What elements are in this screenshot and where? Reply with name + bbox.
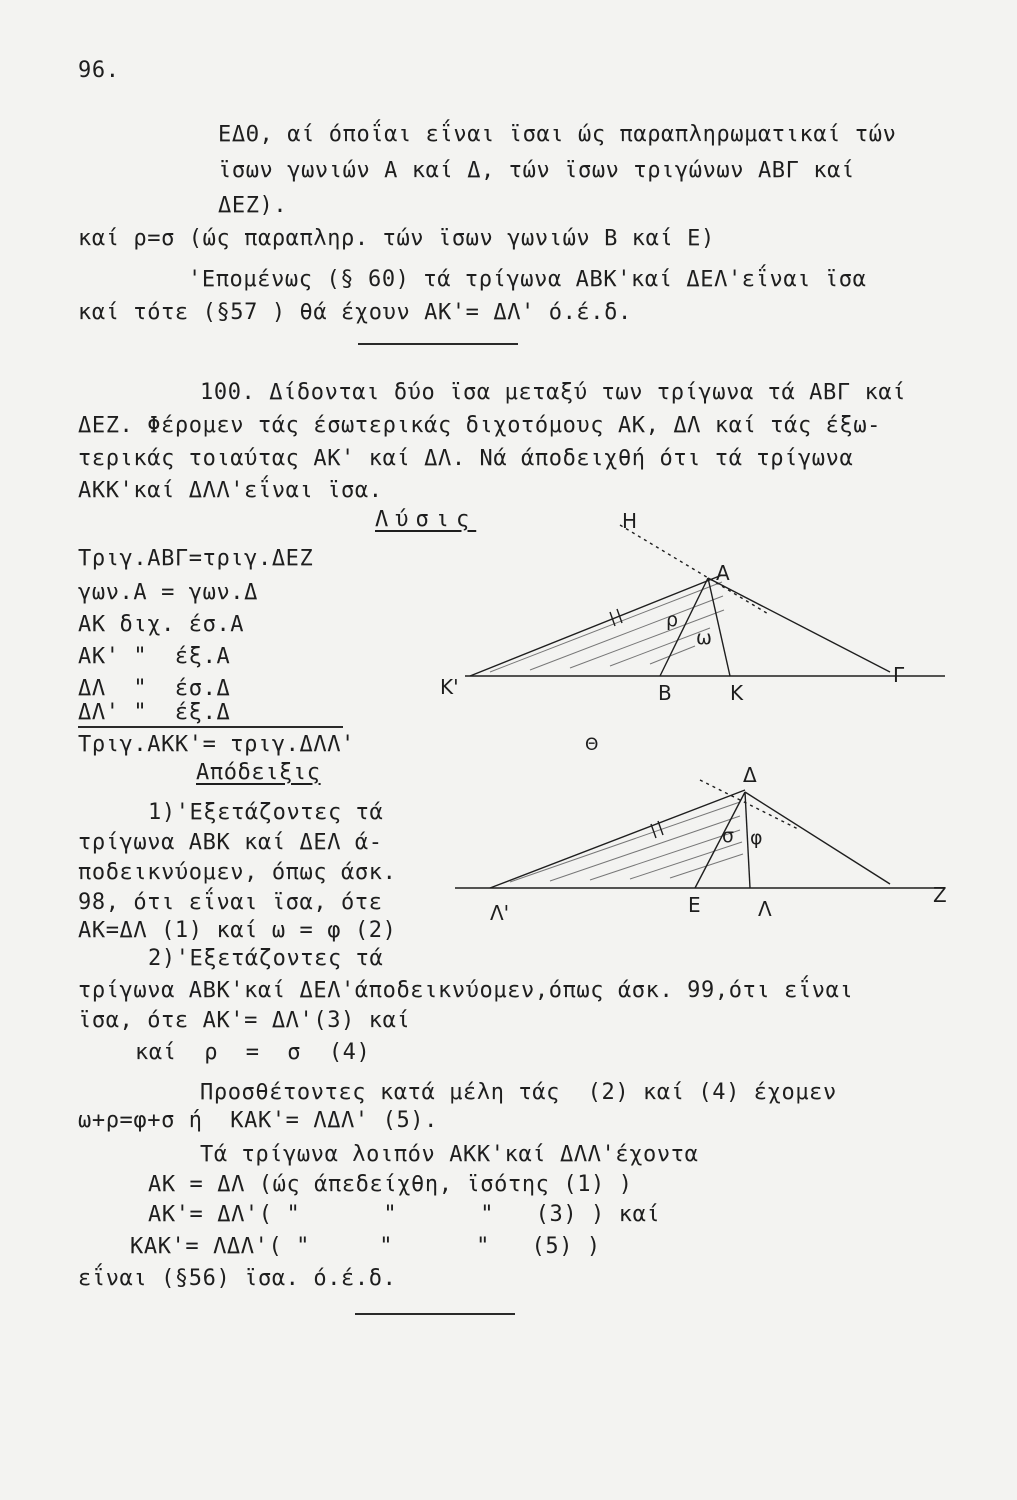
fig1-angle-rho: ρ bbox=[666, 609, 679, 631]
given-3: ΑΚ διχ. έσ.Α bbox=[78, 612, 245, 637]
intro-line-4: καί ρ=σ (ώς παραπληρ. τών ϊσων γωνιών Β καί Ε) bbox=[78, 226, 715, 251]
fig2-hatching bbox=[510, 802, 743, 882]
goal-statement: Τριγ.ΑΚΚ'= τριγ.ΔΛΛ' bbox=[78, 732, 355, 757]
fig2-label-l: Λ bbox=[758, 897, 772, 921]
fig1-angle-omega: ω bbox=[696, 627, 712, 649]
fig2-angle-sigma: σ bbox=[722, 825, 735, 847]
proof-heading: Απόδειξις bbox=[196, 760, 321, 785]
fig1-label-g: Γ bbox=[893, 663, 905, 687]
proof-line-12: Τά τρίγωνα λοιπόν ΑΚΚ'καί ΔΛΛ'έχοντα bbox=[200, 1142, 699, 1167]
proof-line-8: ϊσα, ότε ΑΚ'= ΔΛ'(3) καί bbox=[78, 1008, 411, 1033]
proof-line-2: τρίγωνα ΑΒΚ καί ΔΕΛ ά- bbox=[78, 830, 383, 855]
proof-line-10: Προσθέτοντες κατά μέλη τάς (2) καί (4) έχομεν bbox=[200, 1080, 837, 1105]
section-divider bbox=[358, 343, 518, 345]
fig1-label-h: Η bbox=[622, 509, 638, 533]
proof-line-6: 2)'Εξετάζοντες τά bbox=[148, 946, 384, 971]
fig2-label-z: Ζ bbox=[933, 883, 947, 907]
intro-line-3: ΔΕΖ). bbox=[218, 193, 288, 218]
fig1-label-a: Α bbox=[716, 561, 730, 585]
fig2-label-d: Δ bbox=[743, 763, 757, 787]
given-2: γων.Α = γων.Δ bbox=[78, 580, 258, 605]
proof-line-4: 98, ότι εΐναι ϊσα, ότε bbox=[78, 890, 383, 915]
fig1-hatching bbox=[490, 582, 724, 672]
intro-line-6: καί τότε (§57 ) θά έχουν ΑΚ'= ΔΛ' ό.έ.δ. bbox=[78, 300, 632, 325]
given-6: ΔΛ' " έξ.Δ bbox=[78, 700, 231, 725]
proof-line-13: ΑΚ = ΔΛ (ώς άπεδείχθη, ϊσότης (1) ) bbox=[148, 1172, 633, 1197]
proof-line-15: ΚΑΚ'= ΛΔΛ'( " " " (5) ) bbox=[130, 1234, 601, 1259]
figure-triangle-abg bbox=[440, 500, 960, 760]
problem-line-1: 100. Δίδονται δύο ϊσα μεταξύ των τρίγωνα τά ΑΒΓ καί bbox=[200, 380, 907, 405]
proof-line-3: ποδεικνύομεν, όπως άσκ. bbox=[78, 860, 397, 885]
proof-line-7: τρίγωνα ΑΒΚ'καί ΔΕΛ'άποδεικνύομεν,όπως άσκ. 99,ότι εΐναι bbox=[78, 978, 854, 1003]
page-number: 96. bbox=[78, 58, 120, 83]
given-1: Τριγ.ΑΒΓ=τριγ.ΔΕΖ bbox=[78, 546, 314, 571]
fig1-label-k-prime: Κ' bbox=[440, 675, 459, 699]
proof-line-9: καί ρ = σ (4) bbox=[135, 1040, 371, 1065]
problem-line-4: ΑΚΚ'καί ΔΛΛ'εΐναι ϊσα. bbox=[78, 478, 383, 503]
fig1-label-theta: Θ bbox=[585, 735, 599, 755]
fig1-label-k: Κ bbox=[730, 681, 744, 705]
solution-heading: Λύσις bbox=[375, 507, 477, 532]
given-5: ΔΛ " έσ.Δ bbox=[78, 676, 231, 701]
problem-line-2: ΔΕΖ. Φέρομεν τάς έσωτερικάς διχοτόμους ΑΚ, ΔΛ καί τάς έξω- bbox=[78, 413, 882, 438]
proof-line-11: ω+ρ=φ+σ ή ΚΑΚ'= ΛΔΛ' (5). bbox=[78, 1108, 438, 1133]
fig2-label-l-prime: Λ' bbox=[490, 901, 510, 925]
proof-line-1: 1)'Εξετάζοντες τά bbox=[148, 800, 384, 825]
proof-line-5: ΑΚ=ΔΛ (1) καί ω = φ (2) bbox=[78, 918, 397, 943]
intro-line-5: 'Επομένως (§ 60) τά τρίγωνα ΑΒΚ'καί ΔΕΛ'εΐναι ϊσα bbox=[188, 267, 867, 292]
intro-line-1: ΕΔΘ, αί όποΐαι εΐναι ϊσαι ώς παραπληρωματικαί τών bbox=[218, 122, 897, 147]
givens-rule bbox=[78, 726, 343, 728]
problem-line-3: τερικάς τοιαύτας ΑΚ' καί ΔΛ. Νά άποδειχθή ότι τά τρίγωνα bbox=[78, 446, 854, 471]
proof-line-14: ΑΚ'= ΔΛ'( " " " (3) ) καί bbox=[148, 1202, 661, 1227]
given-4: ΑΚ' " έξ.Α bbox=[78, 644, 231, 669]
fig1-label-b: Β bbox=[658, 681, 672, 705]
intro-line-2: ϊσων γωνιών Α καί Δ, τών ϊσων τριγώνων ΑΒΓ καί bbox=[218, 158, 855, 183]
fig2-angle-phi: φ bbox=[750, 827, 763, 849]
fig2-lines bbox=[455, 780, 945, 888]
proof-line-16: εΐναι (§56) ϊσα. ό.έ.δ. bbox=[78, 1266, 397, 1291]
end-divider bbox=[355, 1313, 515, 1315]
fig2-label-e: Ε bbox=[688, 893, 701, 917]
figure-triangle-dez bbox=[440, 760, 960, 950]
